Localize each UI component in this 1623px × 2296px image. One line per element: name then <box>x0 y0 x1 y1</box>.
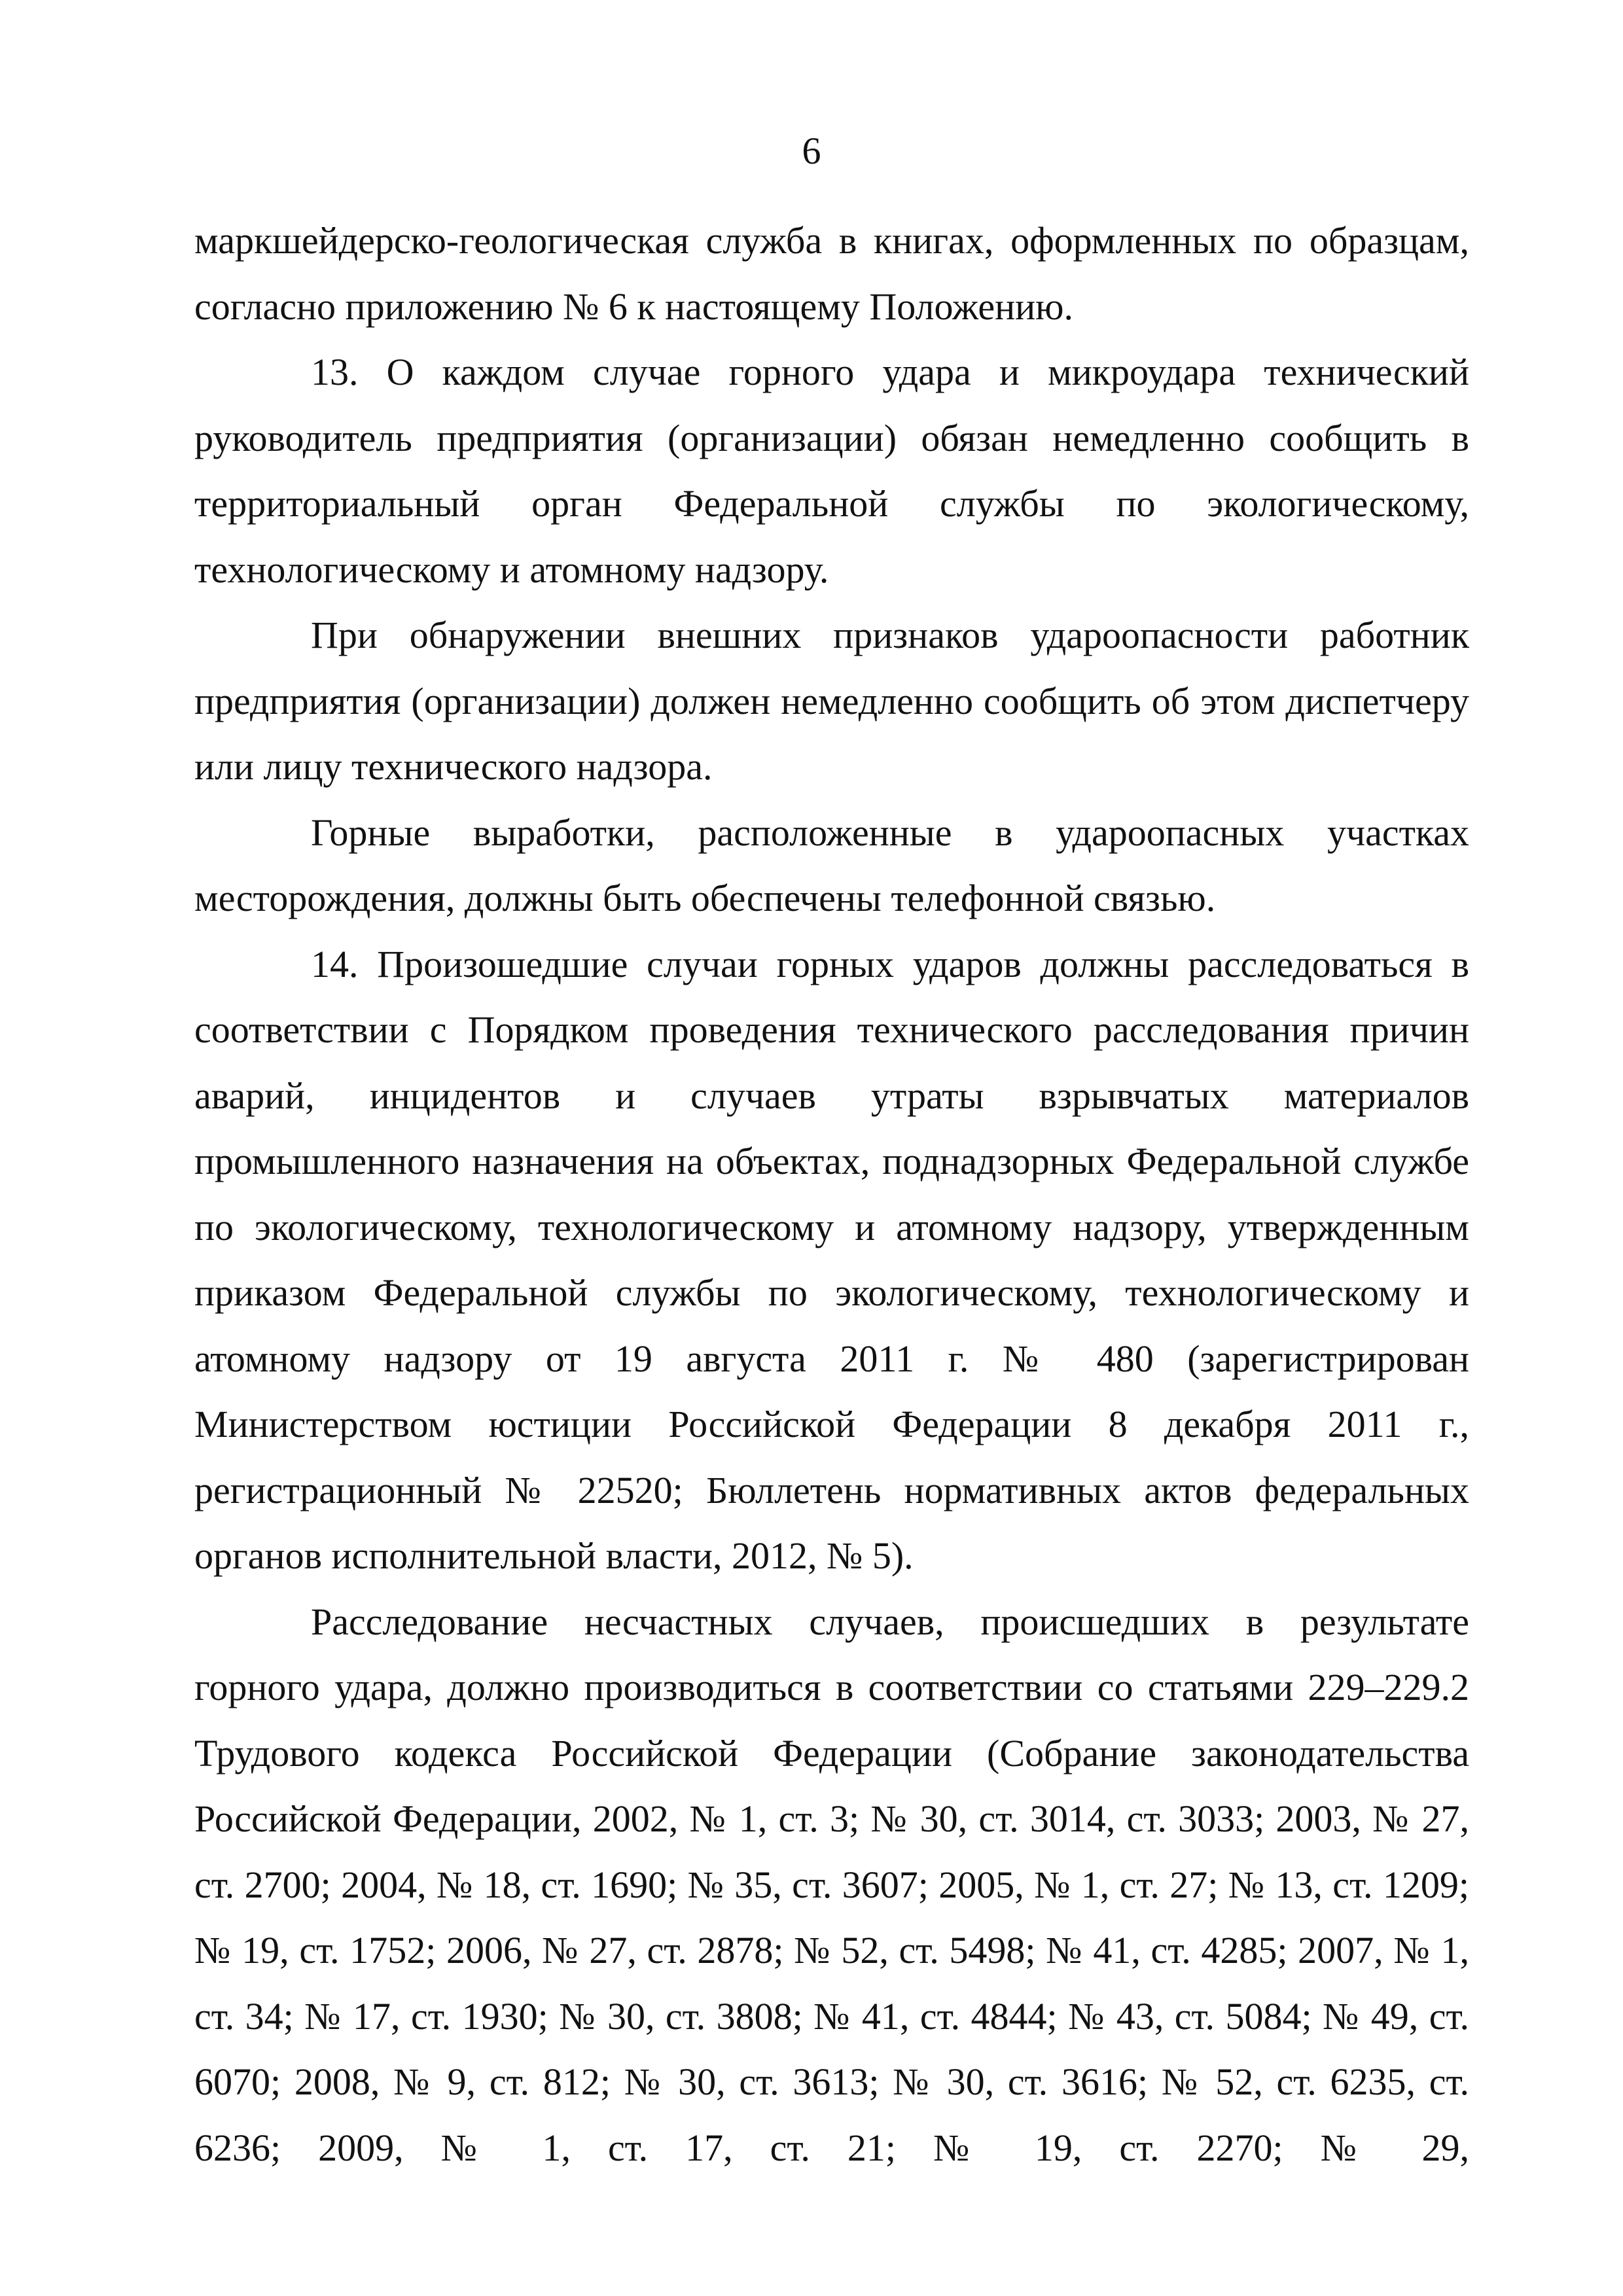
paragraph-rockburst-signs: При обнаружении внешних признаков удароопасности работник предприятия (организации) должен немедленно сообщить об этом диспетчеру или лицу технического надзора. <box>194 614 1469 788</box>
paragraph-continuation: маркшейдерско-геологическая служба в книгах, оформленных по образцам, согласно приложению № 6 к настоящему Положению. <box>194 219 1469 328</box>
paragraph-accident-investigation: Расследование несчастных случаев, происшедших в результате горного удара, должно производиться в соответствии со статьями 229–229.2 Трудового кодекса Российской Федерации (Собрание законодательства Российской Федерации, 2002, № 1, ст. 3; № 30, ст. 3014, ст. 3033; 2003, № 27, ст. 2700; 2004, № 18, ст. 1690; № 35, ст. 3607; 2005, № 1, ст. 27; № 13, ст. 1209; № 19, ст. 1752; 2006, № 27, ст. 2878; № 52, ст. 5498; № 41, ст. 4285; 2007, № 1, ст. 34; № 17, ст. 1930; № 30, ст. 3808; № 41, ст. 4844; № 43, ст. 5084; № 49, ст. 6070; 2008, № 9, ст. 812; № 30, ст. 3613; № 30, ст. 3616; № 52, ст. 6235, ст. 6236; 2009, № 1, ст. 17, ст. 21; № 19, ст. 2270; № 29, <box>194 1600 1469 2169</box>
page-number: 6 <box>802 130 821 172</box>
paragraph-item-14: 14. Произошедшие случаи горных ударов должны расследоваться в соответствии с Порядком проведения технического расследования причин аварий, инцидентов и случаев утраты взрывчатых материалов промышленного назначения на объектах, поднадзорных Федеральной службе по экологическому, технологическому и атомному надзору, утвержденным приказом Федеральной службы по экологическому, технологическому и атомному надзору от 19 августа 2011 г. № 480 (зарегистрирован Министерством юстиции Российской Федерации 8 декабря 2011 г., регистрационный № 22520; Бюллетень нормативных актов федеральных органов исполнительной власти, 2012, № 5). <box>194 942 1469 1577</box>
document-body <box>194 208 1469 2181</box>
paragraph-item-13: 13. О каждом случае горного удара и микроудара технический руководитель предприятия (организации) обязан немедленно сообщить в территориальный орган Федеральной службы по экологическому, технологическому и атомному надзору. <box>194 351 1469 591</box>
paragraph-telephone-communication: Горные выработки, расположенные в удароопасных участках месторождения, должны быть обеспечены телефонной связью. <box>194 811 1469 919</box>
